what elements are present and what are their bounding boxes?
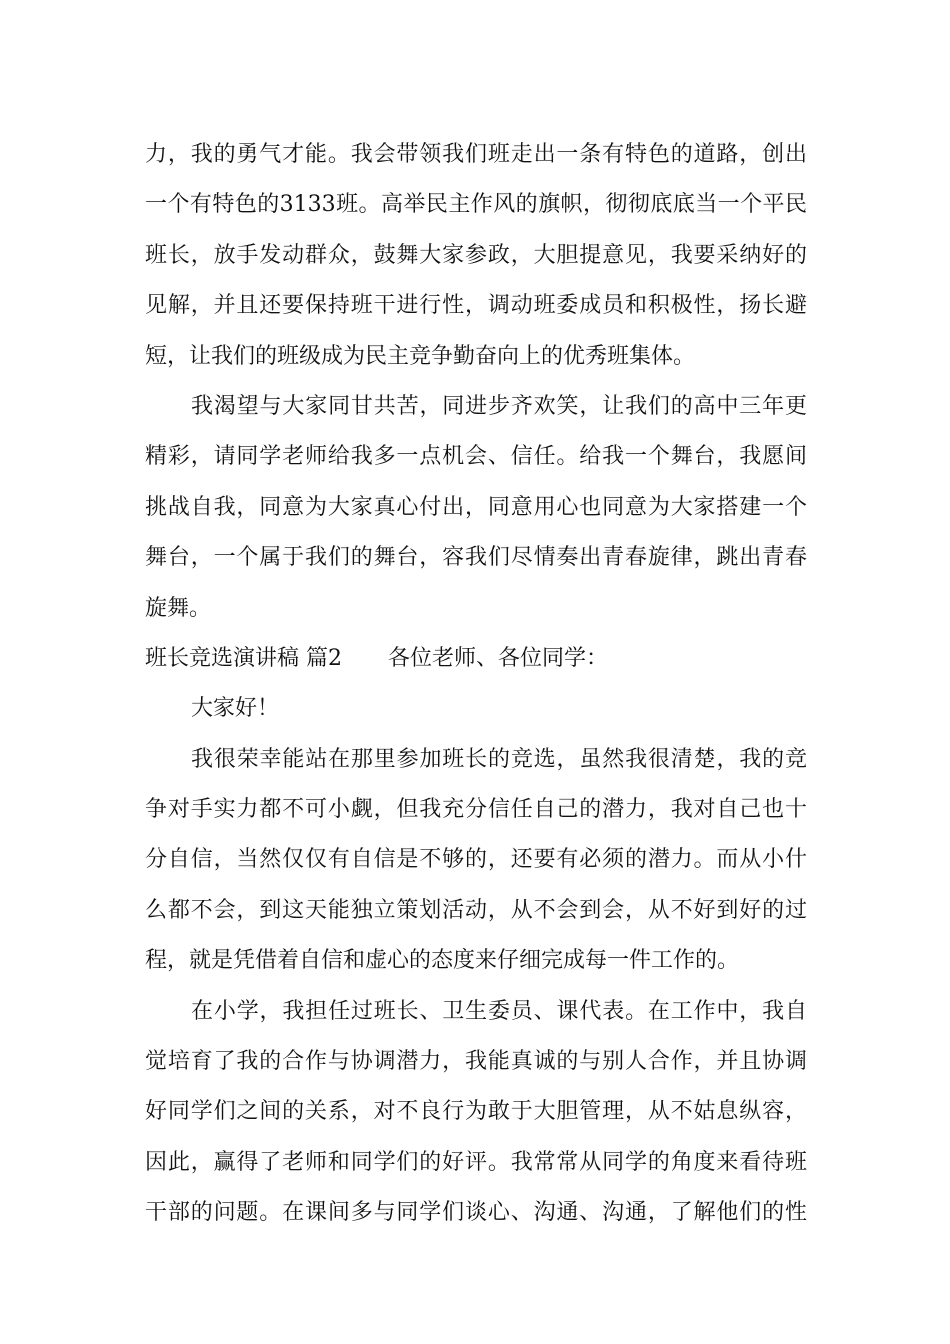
text-line: 干部的问题。在课间多与同学们谈心、沟通、沟通，了解他们的性 xyxy=(145,1200,807,1226)
paragraph xyxy=(145,382,807,634)
text-line: 因此，赢得了老师和同学们的好评。我常常从同学的角度来看待班 xyxy=(145,1149,807,1175)
text-line: 精彩，请同学老师给我多一点机会、信任。给我一个舞台，我愿间 xyxy=(145,444,807,470)
text-line: 争对手实力都不可小觑，但我充分信任自己的潜力，我对自己也十 xyxy=(145,797,807,823)
text-line: 一个有特色的3133班。高举民主作风的旗帜，彻彻底底当一个平民 xyxy=(145,192,807,218)
paragraph xyxy=(145,684,807,734)
text-line: 我很荣幸能站在那里参加班长的竞选，虽然我很清楚，我的竞 xyxy=(191,746,807,772)
text-line: 好同学们之间的关系，对不良行为敢于大胆管理，从不姑息纵容， xyxy=(145,1099,807,1125)
text-line: 我渴望与大家同甘共苦，同进步齐欢笑，让我们的高中三年更 xyxy=(191,393,807,419)
text-line: 分自信，当然仅仅有自信是不够的，还要有必须的潜力。而从小什 xyxy=(145,847,807,873)
text-line: 班长，放手发动群众，鼓舞大家参政，大胆提意见，我要采纳好的 xyxy=(145,242,807,268)
section-heading xyxy=(145,634,807,684)
text-line: 觉培育了我的合作与协调潜力，我能真诚的与别人合作，并且协调 xyxy=(145,1049,807,1075)
text-line: 么都不会，到这天能独立策划活动，从不会到会，从不好到好的过 xyxy=(145,897,807,923)
greeting: 大家好！ xyxy=(191,696,280,722)
salutation: 各位老师、各位同学： xyxy=(388,645,609,671)
text-line: 短，让我们的班级成为民主竞争勤奋向上的优秀班集体。 xyxy=(145,343,696,369)
paragraph xyxy=(145,130,807,382)
paragraph xyxy=(145,987,807,1239)
text-line: 在小学，我担任过班长、卫生委员、课代表。在工作中，我自 xyxy=(191,998,807,1024)
paragraph xyxy=(145,735,807,987)
document-body xyxy=(145,130,807,1239)
text-line: 程，就是凭借着自信和虚心的态度来仔细完成每一件工作的。 xyxy=(145,948,740,974)
text-line: 力，我的勇气才能。我会带领我们班走出一条有特色的道路，创出 xyxy=(145,142,807,167)
text-line: 见解，并且还要保持班干进行性，调动班委成员和积极性，扬长避 xyxy=(145,293,807,319)
section-title: 班长竞选演讲稿 篇2 xyxy=(145,645,342,671)
text-line: 挑战自我，同意为大家真心付出，同意用心也同意为大家搭建一个 xyxy=(145,494,807,520)
text-line: 舞台，一个属于我们的舞台，容我们尽情奏出青春旋律，跳出青春 xyxy=(145,545,807,571)
text-line: 旋舞。 xyxy=(145,595,212,621)
